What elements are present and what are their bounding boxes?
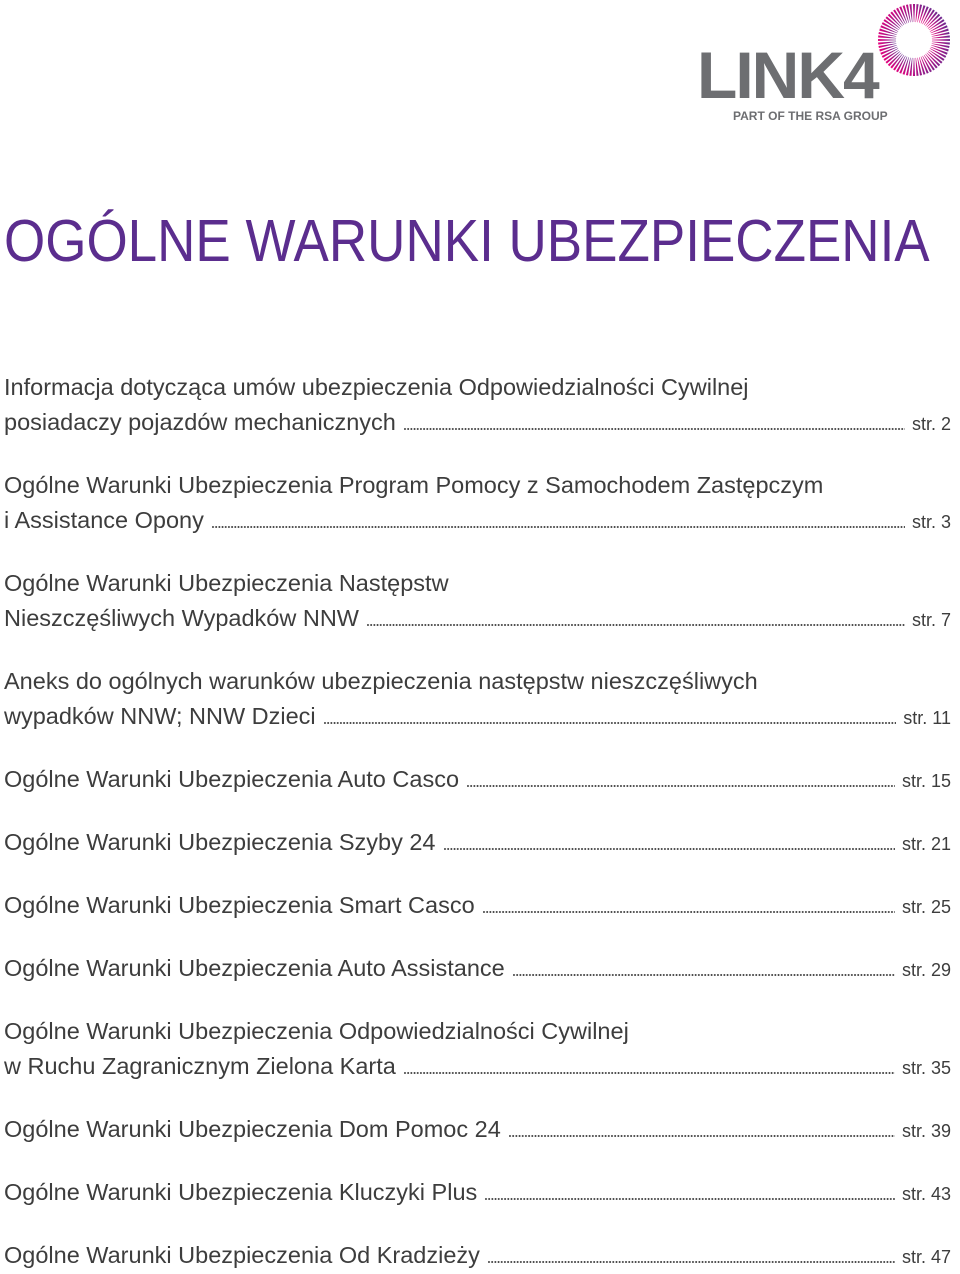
page-number: str. 43: [901, 1184, 951, 1204]
dot-leader: [488, 1261, 895, 1263]
dot-leader: [404, 1072, 895, 1074]
dot-leader: [212, 526, 905, 528]
starburst-ray: [932, 39, 950, 41]
toc-entry-line: Ogólne Warunki Ubezpieczenia Kluczyki Plus: [4, 1179, 478, 1205]
toc-entry: [4, 566, 951, 636]
table-of-contents: [4, 370, 951, 1273]
toc-entry-last-line: [4, 888, 951, 923]
toc-entry: [4, 1014, 951, 1084]
page-number: str. 3: [911, 512, 951, 532]
toc-entry-last-line: [4, 1112, 951, 1147]
page-number: str. 11: [903, 708, 951, 728]
toc-entry: [4, 888, 951, 923]
toc-entry-line: Informacja dotycząca umów ubezpieczenia Odpowiedzialności Cywilnej: [4, 374, 749, 400]
toc-entry-line: Ogólne Warunki Ubezpieczenia Program Pomocy z Samochodem Zastępczym: [4, 472, 824, 498]
toc-entry-last-line: [4, 951, 951, 986]
toc-entry: [4, 825, 951, 860]
toc-entry-line: Ogólne Warunki Ubezpieczenia Szyby 24: [4, 829, 436, 855]
page-number: str. 47: [901, 1247, 951, 1267]
toc-entry-last-line: [4, 1049, 951, 1084]
dot-leader: [467, 785, 895, 787]
toc-entry-last-line: [4, 503, 951, 538]
page-number: str. 39: [901, 1121, 951, 1141]
dot-leader: [509, 1135, 895, 1137]
starburst-ray: [913, 4, 915, 22]
toc-entry-last-line: [4, 699, 951, 734]
page-number: str. 35: [901, 1058, 951, 1078]
toc-entry: [4, 1238, 951, 1273]
toc-entry-last-line: [4, 405, 951, 440]
toc-entry: [4, 951, 951, 986]
toc-entry-line: wypadków NNW; NNW Dzieci: [4, 703, 316, 729]
toc-entry: [4, 370, 951, 440]
toc-entry-last-line: [4, 762, 951, 797]
starburst-icon: [876, 2, 952, 78]
dot-leader: [444, 848, 895, 850]
starburst-ray: [913, 58, 915, 76]
toc-entry: [4, 1112, 951, 1147]
toc-entry: [4, 664, 951, 734]
toc-entry-line: i Assistance Opony: [4, 507, 204, 533]
toc-entry: [4, 468, 951, 538]
toc-entry-line: Nieszczęśliwych Wypadków NNW: [4, 605, 359, 631]
dot-leader: [367, 624, 905, 626]
toc-entry-last-line: [4, 1175, 951, 1210]
toc-entry-line: Ogólne Warunki Ubezpieczenia Następstw: [4, 570, 449, 596]
toc-entry-last-line: [4, 601, 951, 636]
toc-entry-line: Ogólne Warunki Ubezpieczenia Auto Casco: [4, 766, 460, 792]
logo-wordmark: LINK4: [697, 38, 878, 112]
toc-entry: [4, 762, 951, 797]
page-number: str. 25: [901, 897, 951, 917]
toc-entry-line: Ogólne Warunki Ubezpieczenia Odpowiedzialności Cywilnej: [4, 1018, 629, 1044]
dot-leader: [513, 974, 895, 976]
starburst-rays: [878, 4, 950, 76]
toc-entry-line: Ogólne Warunki Ubezpieczenia Od Kradzieży: [4, 1242, 480, 1268]
dot-leader: [483, 911, 895, 913]
dot-leader: [404, 428, 905, 430]
toc-entry: [4, 1175, 951, 1210]
toc-entry-line: Ogólne Warunki Ubezpieczenia Dom Pomoc 24: [4, 1116, 501, 1142]
page-number: str. 15: [901, 771, 951, 791]
page-number: str. 21: [901, 834, 951, 854]
toc-entry-line: posiadaczy pojazdów mechanicznych: [4, 409, 396, 435]
dot-leader: [485, 1198, 895, 1200]
toc-entry-line: Ogólne Warunki Ubezpieczenia Auto Assistance: [4, 955, 505, 981]
toc-entry-last-line: [4, 1238, 951, 1273]
dot-leader: [324, 722, 897, 724]
toc-entry-line: w Ruchu Zagranicznym Zielona Karta: [4, 1053, 396, 1079]
page-number: str. 29: [901, 960, 951, 980]
page-number: str. 7: [911, 610, 951, 630]
toc-entry-last-line: [4, 825, 951, 860]
toc-entry-line: Ogólne Warunki Ubezpieczenia Smart Casco: [4, 892, 475, 918]
page-title: OGÓLNE WARUNKI UBEZPIECZENIA: [4, 208, 930, 275]
starburst-ray: [878, 39, 896, 41]
toc-entry-line: Aneks do ogólnych warunków ubezpieczenia następstw nieszczęśliwych: [4, 668, 758, 694]
page-number: str. 2: [911, 414, 951, 434]
link4-logo: [690, 0, 956, 126]
logo-tagline: PART OF THE RSA GROUP: [733, 109, 888, 123]
